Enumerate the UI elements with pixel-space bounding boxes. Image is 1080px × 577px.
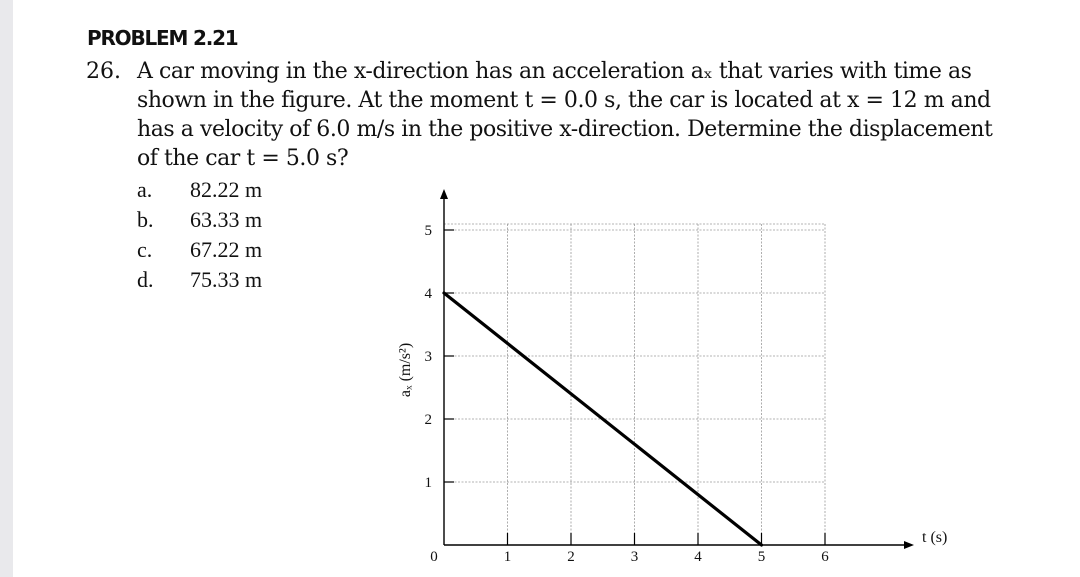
y-tick-label: 4 xyxy=(424,286,432,302)
choice-d-letter: d. xyxy=(137,267,154,292)
y-tick-label: 1 xyxy=(424,475,432,491)
x-axis-arrow xyxy=(904,541,914,549)
x-axis-label: t (s) xyxy=(922,529,948,546)
choice-a-value: 82.22 m xyxy=(190,177,263,202)
y-tick-label: 3 xyxy=(424,349,432,365)
question-line-1: A car moving in the x-direction has an acceleration aₓ that varies with time as xyxy=(137,59,972,84)
question-line-3: has a velocity of 6.0 m/s in the positive x-direction. Determine the displacement xyxy=(137,117,993,142)
x-tick-label: 1 xyxy=(503,549,512,565)
problem-heading: PROBLEM 2.21 xyxy=(87,26,238,50)
choice-b-value: 63.33 m xyxy=(190,207,263,232)
x-tick-label: 0 xyxy=(430,549,438,565)
y-tick-label: 2 xyxy=(424,412,432,428)
x-tick-label: 6 xyxy=(821,549,829,565)
question-number: 26. xyxy=(86,59,121,84)
x-tick-label: 3 xyxy=(630,549,639,565)
question-line-2: shown in the figure. At the moment t = 0.0 s, the car is located at x = 12 m and xyxy=(137,88,991,113)
choice-b-letter: b. xyxy=(137,207,154,232)
x-tick-label: 5 xyxy=(757,549,766,565)
choice-c-value: 67.22 m xyxy=(190,237,263,262)
y-tick-label: 5 xyxy=(424,223,432,239)
y-axis-arrow xyxy=(440,189,448,199)
question-line-4: of the car t = 5.0 s? xyxy=(137,146,349,171)
x-tick-label: 2 xyxy=(567,549,575,565)
choice-c-letter: c. xyxy=(137,237,153,262)
choice-a-letter: a. xyxy=(137,177,153,202)
x-tick-label: 4 xyxy=(694,549,702,565)
choice-d-value: 75.33 m xyxy=(190,267,263,292)
y-axis-label: aₓ (m/s²) xyxy=(397,342,414,398)
